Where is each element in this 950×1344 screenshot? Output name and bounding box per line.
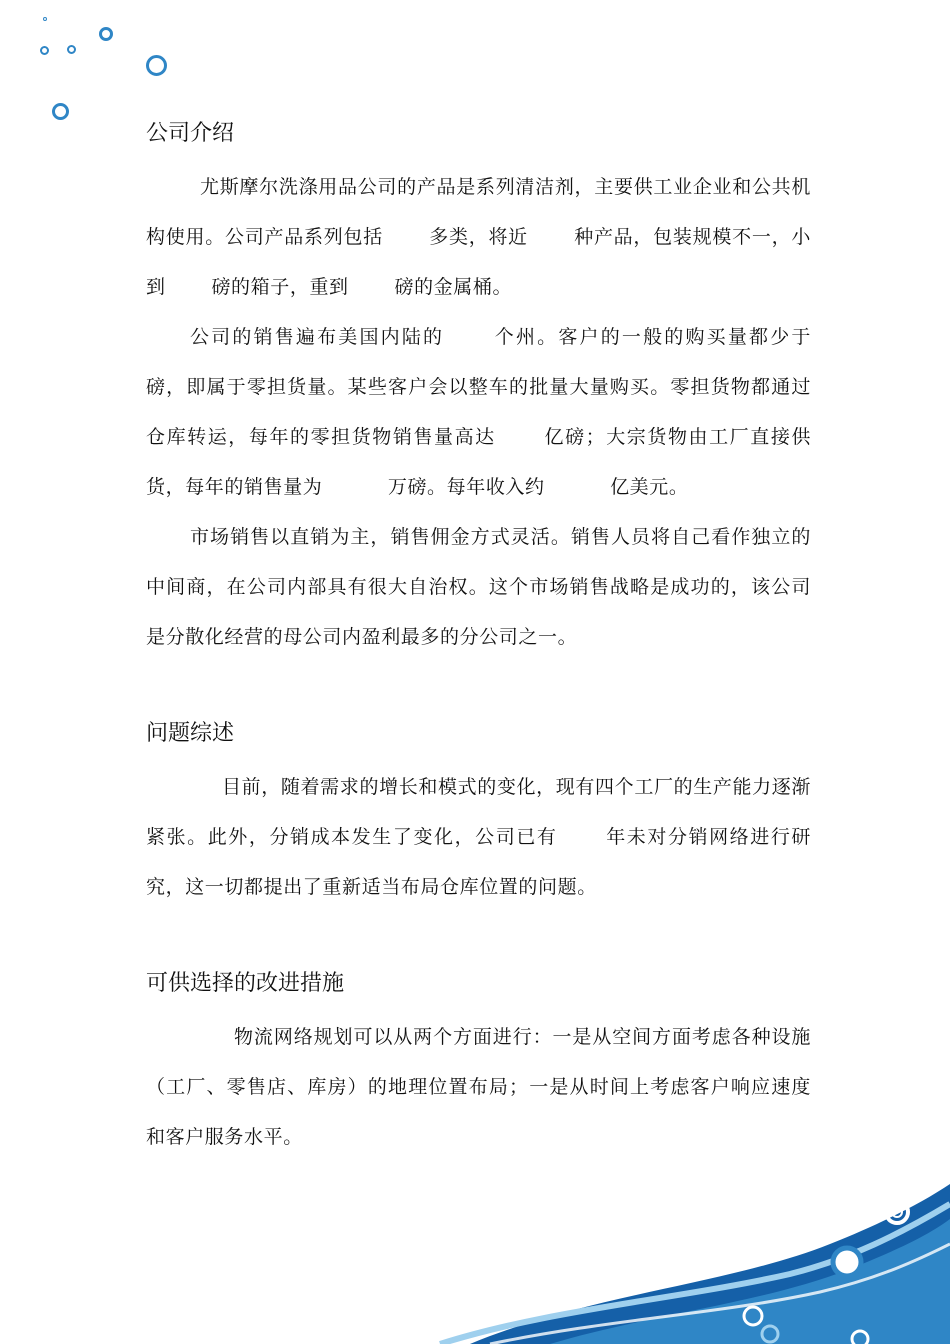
section-title: 问题综述 — [146, 721, 235, 746]
ring-icon — [52, 103, 69, 120]
section-title: 可供选择的改进措施 — [146, 971, 345, 996]
paragraph: 公司的销售遍布美国内陆的 个州。客户的一般的购买量都少于 磅，即属于零担货量。某些客户会以整车的批量大量购买。零担货物都通过仓库转运，每年的零担货物销售量高达 亿磅；大宗货物由工厂直接供货，每年的销售量为 万磅。每年收入约 亿美元。 — [146, 326, 877, 498]
ring-icon — [43, 17, 47, 21]
paragraph: 尤斯摩尔洗涤用品公司的产品是系列清洁剂，主要供工业企业和公共机构使用。公司产品系列包括 多类，将近 种产品，包装规模不一，小到 磅的箱子，重到 磅的金属桶。 — [146, 176, 811, 298]
ring-icon — [67, 45, 76, 54]
ring-icon — [99, 27, 113, 41]
paragraph: 目前，随着需求的增长和模式的变化，现有四个工厂的生产能力逐渐紧张。此外，分销成本发生了变化，公司已有 年未对分销网络进行研究，这一切都提出了重新适当布局仓库位置的问题。 — [146, 776, 811, 898]
section-problem-summary — [146, 712, 811, 912]
section-company-intro — [146, 112, 877, 662]
ring-icon — [146, 55, 167, 76]
document-body — [146, 112, 877, 1162]
wave-swirl-icon — [430, 1174, 950, 1344]
paragraph: 物流网络规划可以从两个方面进行：一是从空间方面考虑各种设施（工厂、零售店、库房）的地理位置布局；一是从时间上考虑客户响应速度和客户服务水平。 — [146, 1026, 811, 1148]
ring-icon — [40, 46, 49, 55]
paragraph: 市场销售以直销为主，销售佣金方式灵活。销售人员将自己看作独立的中间商，在公司内部具有很大自治权。这个市场销售战略是成功的，该公司是分散化经营的母公司内盈利最多的分公司之一。 — [146, 526, 811, 648]
section-improvement-options — [146, 962, 811, 1162]
section-title: 公司介绍 — [146, 121, 235, 146]
